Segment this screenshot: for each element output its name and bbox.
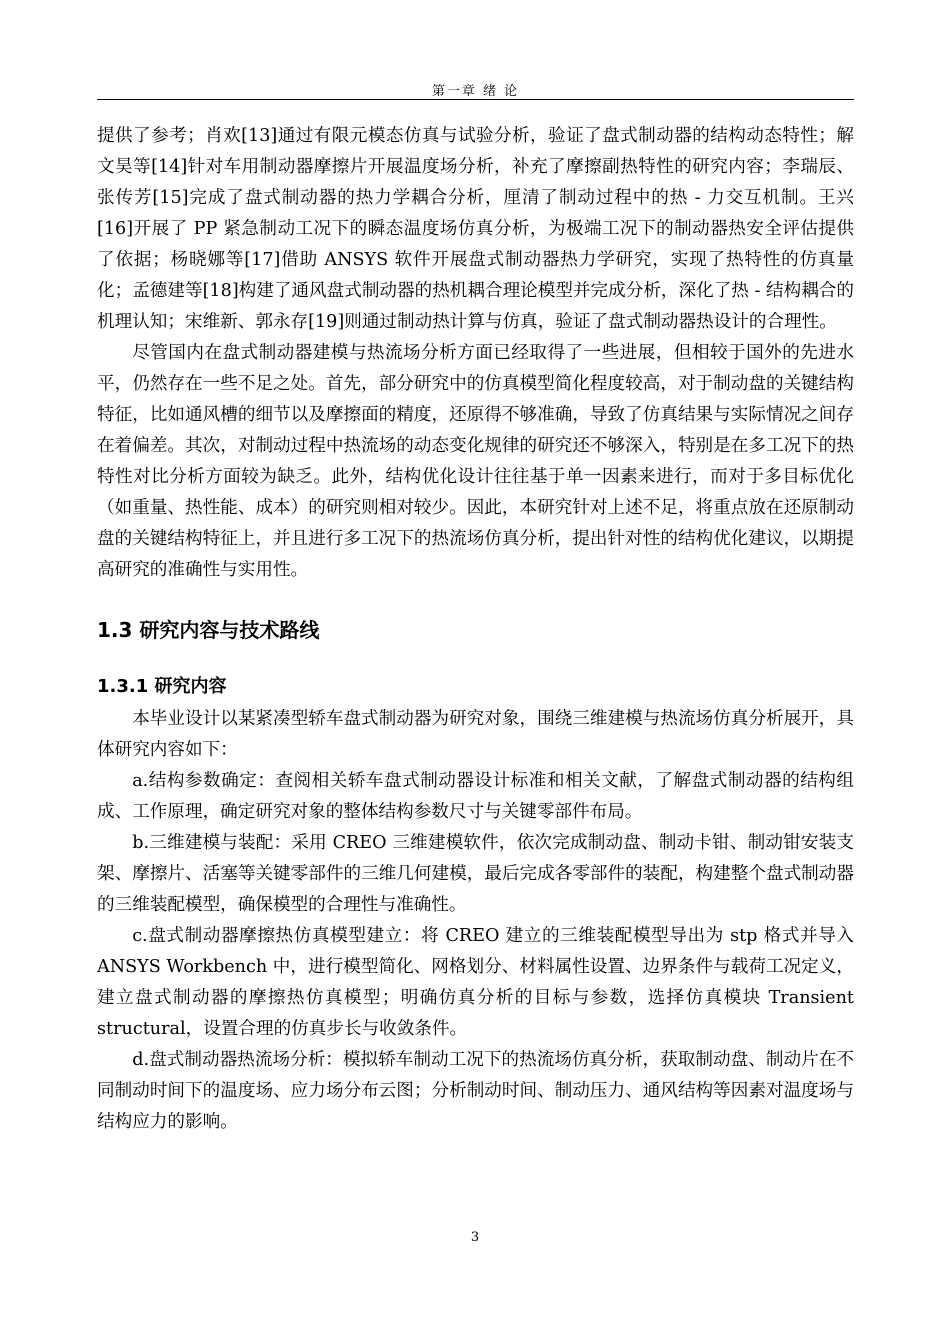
subsection-heading: 1.3.1 研究内容 bbox=[97, 676, 227, 697]
body-paragraph: 尽管国内在盘式制动器建模与热流场分析方面已经取得了一些进展，但相较于国外的先进水平，仍然存在一些不足之处。首先，部分研究中的仿真模型简化程度较高，对于制动盘的关键结构特征，比如通风槽的细节以及摩擦面的精度，还原得不够准确，导致了仿真结果与实际情况之间存在着偏差。其次，对制动过程中热流场的动态变化规律的研究还不够深入，特别是在多工况下的热特性对比分析方面较为缺乏。此外，结构优化设计往往基于单一因素来进行，而对于多目标优化（如重量、热性能、成本）的研究则相对较少。因此，本研究针对上述不足，将重点放在还原制动盘的关键结构特征上，并且进行多工况下的热流场仿真分析，提出针对性的结构优化建议，以期提高研究的准确性与实用性。 bbox=[97, 343, 854, 580]
page-number: 3 bbox=[470, 1230, 480, 1245]
body-paragraph: a.结构参数确定：查阅相关轿车盘式制动器设计标准和相关文献，了解盘式制动器的结构组成、工作原理，确定研究对象的整体结构参数尺寸与关键零部件布局。 bbox=[97, 771, 854, 822]
header-rule bbox=[97, 99, 854, 100]
page-body bbox=[97, 121, 854, 1138]
body-paragraph: d.盘式制动器热流场分析：模拟轿车制动工况下的热流场仿真分析，获取制动盘、制动片在不同制动时间下的温度场、应力场分布云图；分析制动时间、制动压力、通风结构等因素对温度场与结构应力的影响。 bbox=[97, 1050, 854, 1132]
body-paragraph: 本毕业设计以某紧凑型轿车盘式制动器为研究对象，围绕三维建模与热流场仿真分析展开，具体研究内容如下： bbox=[97, 709, 854, 760]
body-paragraph: c.盘式制动器摩擦热仿真模型建立：将 CREO 建立的三维装配模型导出为 stp 格式并导入 ANSYS Workbench 中，进行模型简化、网格划分、材料属性设置、边界条件与载荷工况定义，建立盘式制动器的摩擦热仿真模型；明确仿真分析的目标与参数，选择仿真模块 Transient structural，设置合理的仿真步长与收敛条件。 bbox=[97, 926, 854, 1039]
body-paragraph: b.三维建模与装配：采用 CREO 三维建模软件，依次完成制动盘、制动卡钳、制动钳安装支架、摩擦片、活塞等关键零部件的三维几何建模，最后完成各零部件的装配，构建整个盘式制动器的三维装配模型，确保模型的合理性与准确性。 bbox=[97, 833, 854, 915]
body-paragraph: 提供了参考；肖欢[13]通过有限元模态仿真与试验分析，验证了盘式制动器的结构动态特性；解文昊等[14]针对车用制动器摩擦片开展温度场分析，补充了摩擦副热特性的研究内容；李瑞辰、张传芳[15]完成了盘式制动器的热力学耦合分析，厘清了制动过程中的热 - 力交互机制。王兴[16]开展了 PP 紧急制动工况下的瞬态温度场仿真分析，为极端工况下的制动器热安全评估提供了依据；杨晓娜等[17]借助 ANSYS 软件开展盘式制动器热力学研究，实现了热特性的仿真量化；孟德建等[18]构建了通风盘式制动器的热机耦合理论模型并完成分析，深化了热 - 结构耦合的机理认知；宋维新、郭永存[19]则通过制动热计算与仿真，验证了盘式制动器热设计的合理性。 bbox=[97, 126, 854, 332]
section-heading: 1.3 研究内容与技术路线 bbox=[97, 618, 320, 642]
running-header: 第一章 绪 论 bbox=[431, 84, 520, 99]
